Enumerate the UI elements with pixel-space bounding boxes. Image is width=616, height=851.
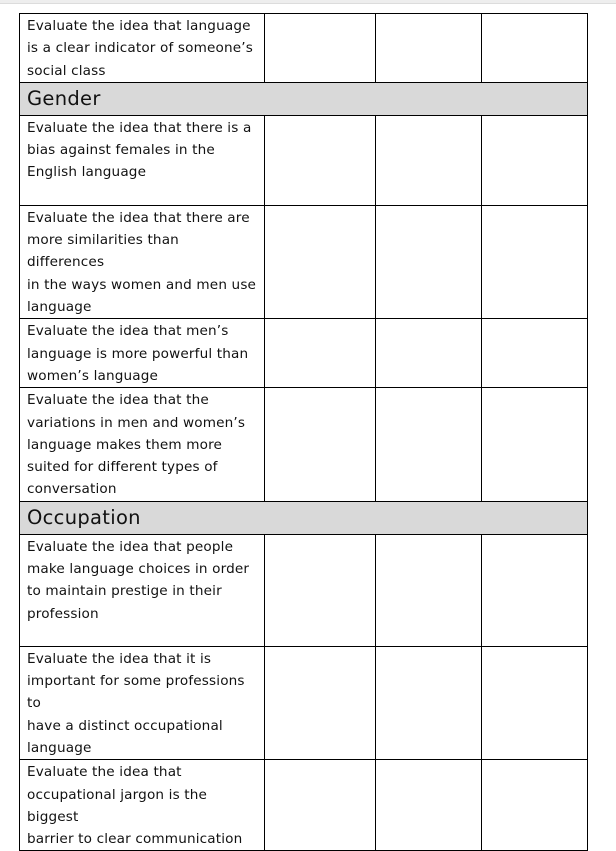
table-row: [20, 760, 588, 851]
answer-cell[interactable]: [265, 388, 376, 501]
table-row: [20, 115, 588, 205]
answer-cell[interactable]: [482, 646, 588, 759]
table-row: [20, 319, 588, 388]
answer-cell[interactable]: [376, 14, 482, 83]
prompt-cell: Evaluate the idea that occupational jargon is the biggest barrier to clear communication: [20, 760, 265, 851]
answer-cell[interactable]: [376, 760, 482, 851]
prompt-cell: Evaluate the idea that men’s language is more powerful than women’s language: [20, 319, 265, 388]
section-header-row: [20, 82, 588, 115]
answer-cell[interactable]: [265, 646, 376, 759]
prompt-cell: Evaluate the idea that there are more similarities than differences in the ways women and men use language: [20, 205, 265, 318]
answer-cell[interactable]: [265, 760, 376, 851]
answer-cell[interactable]: [482, 14, 588, 83]
evaluation-table: [19, 13, 588, 851]
prompt-cell: Evaluate the idea that it is important for some professions to have a distinct occupational language: [20, 646, 265, 759]
answer-cell[interactable]: [265, 14, 376, 83]
answer-cell[interactable]: [482, 205, 588, 318]
answer-cell[interactable]: [376, 646, 482, 759]
table-row: [20, 205, 588, 318]
answer-cell[interactable]: [482, 534, 588, 646]
answer-cell[interactable]: [265, 115, 376, 205]
answer-cell[interactable]: [376, 205, 482, 318]
prompt-cell: Evaluate the idea that language is a clear indicator of someone’s social class: [20, 14, 265, 83]
document-page: [19, 13, 588, 851]
answer-cell[interactable]: [482, 388, 588, 501]
section-title-occupation: Occupation: [20, 501, 588, 534]
answer-cell[interactable]: [265, 205, 376, 318]
answer-cell[interactable]: [482, 115, 588, 205]
answer-cell[interactable]: [376, 388, 482, 501]
answer-cell[interactable]: [265, 319, 376, 388]
table-row: [20, 534, 588, 646]
answer-cell[interactable]: [265, 534, 376, 646]
section-header-row: [20, 501, 588, 534]
answer-cell[interactable]: [376, 115, 482, 205]
table-row: [20, 14, 588, 83]
answer-cell[interactable]: [376, 319, 482, 388]
table-row: [20, 646, 588, 759]
prompt-cell: Evaluate the idea that there is a bias against females in the English language: [20, 115, 265, 205]
answer-cell[interactable]: [376, 534, 482, 646]
table-row: [20, 388, 588, 501]
section-title-gender: Gender: [20, 82, 588, 115]
prompt-cell: Evaluate the idea that the variations in men and women’s language makes them more suited for different types of conversation: [20, 388, 265, 501]
answer-cell[interactable]: [482, 319, 588, 388]
window-top-edge: [0, 0, 616, 4]
prompt-cell: Evaluate the idea that people make language choices in order to maintain prestige in their profession: [20, 534, 265, 646]
answer-cell[interactable]: [482, 760, 588, 851]
